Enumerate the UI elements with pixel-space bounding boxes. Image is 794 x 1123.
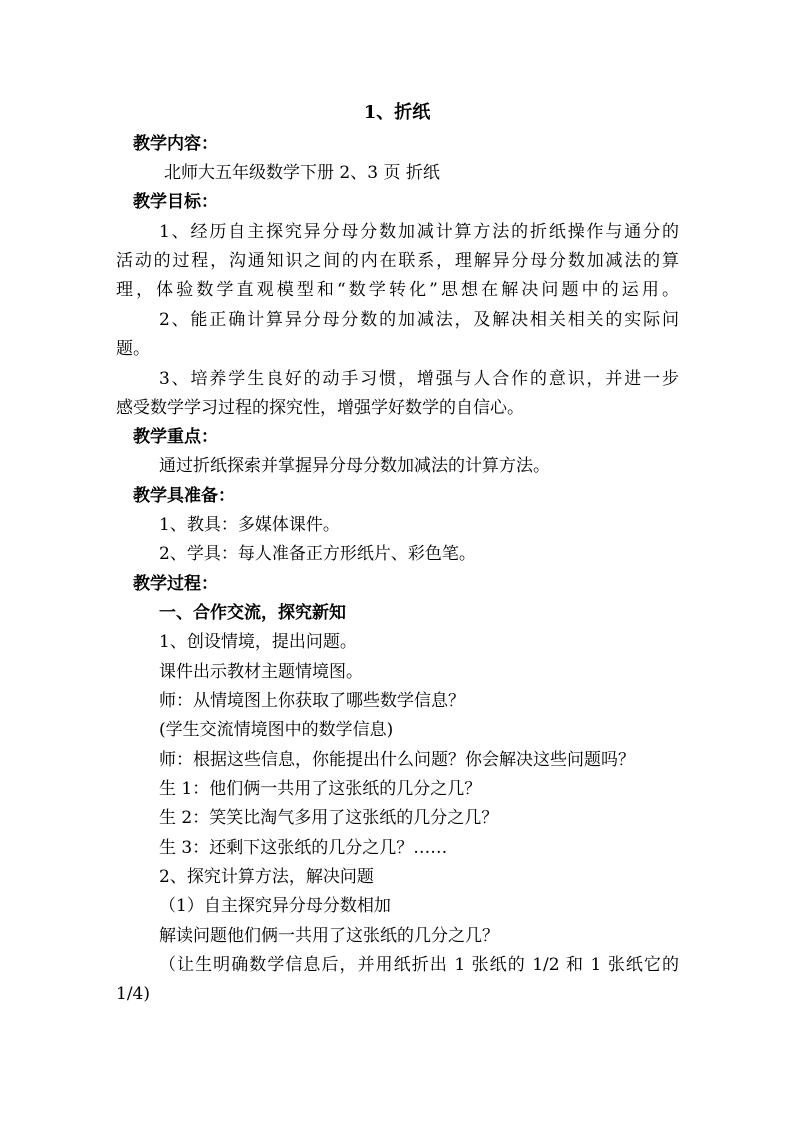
process-line: 师：从情境图上你获取了哪些数学信息？ xyxy=(159,691,465,711)
process-line: 生 2：笑笑比淘气多用了这张纸的几分之几？ xyxy=(159,808,499,828)
sub-step-1: （1）自主探究异分母分数相加 xyxy=(159,896,391,916)
heading-key-point: 教学重点： xyxy=(133,427,218,447)
goal1-line2: 活动的过程，沟通知识之间的内在联系，理解异分母分数加减法的算 xyxy=(116,251,679,271)
heading-preparation: 教学具准备： xyxy=(133,486,235,506)
heading-goals: 教学目标： xyxy=(133,192,218,212)
process-line: 1/4) xyxy=(116,984,150,1004)
process-line: 师：根据这些信息，你能提出什么问题？你会解决这些问题吗？ xyxy=(159,750,635,770)
content-text: 北师大五年级数学下册 2、3 页 折纸 xyxy=(164,163,440,183)
heading-content: 教学内容： xyxy=(133,134,218,154)
step-2: 2、探究计算方法，解决问题 xyxy=(159,867,374,887)
process-line: (学生交流情境图中的数学信息) xyxy=(159,720,394,740)
goal1-line3: 理，体验数学直观模型和“数学转化”思想在解决问题中的运用。 xyxy=(116,280,679,300)
step-1: 1、创设情境，提出问题。 xyxy=(159,632,357,652)
key-point-text: 通过折纸探索并掌握异分母分数加减法的计算方法。 xyxy=(159,456,550,476)
heading-process: 教学过程： xyxy=(133,574,218,594)
process-line: 生 1：他们俩一共用了这张纸的几分之几？ xyxy=(159,779,482,799)
process-line: （让生明确数学信息后，并用纸折出 1 张纸的 1/2 和 1 张纸它的 xyxy=(159,955,679,975)
prep-item-1: 1、教具：多媒体课件。 xyxy=(159,515,340,535)
section-1-heading: 一、合作交流，探究新知 xyxy=(159,603,346,623)
goal2-line1: 2、能正确计算异分母分数的加减法，及解决相关相关的实际问 xyxy=(159,310,679,330)
goal3-line2: 感受数学学习过程的探究性，增强学好数学的自信心。 xyxy=(116,398,524,418)
page-title: 1、折纸 xyxy=(363,102,431,123)
goal2-line2: 题。 xyxy=(116,339,150,359)
goal1-line1: 1、经历自主探究异分母分数加减计算方法的折纸操作与通分的 xyxy=(159,222,679,242)
process-line: 课件出示教材主题情境图。 xyxy=(159,662,363,682)
process-line: 解读问题他们俩一共用了这张纸的几分之几？ xyxy=(159,926,499,946)
goal3-line1: 3、培养学生良好的动手习惯，增强与人合作的意识，并进一步 xyxy=(159,369,679,389)
prep-item-2: 2、学具：每人准备正方形纸片、彩色笔。 xyxy=(159,544,476,564)
process-line: 生 3：还剩下这张纸的几分之几？…… xyxy=(159,838,448,858)
